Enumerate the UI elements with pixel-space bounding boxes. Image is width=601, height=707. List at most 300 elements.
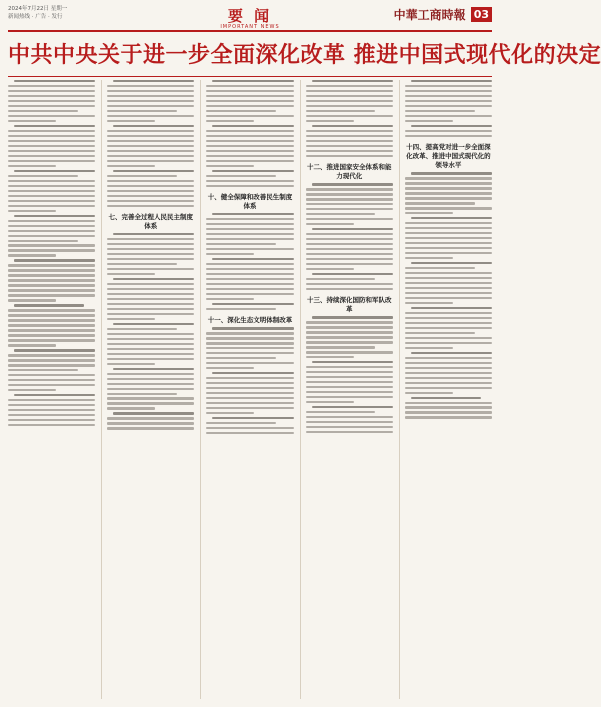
text-line [306,90,393,92]
text-line [306,283,393,285]
text-line [206,347,293,349]
article-column-5 [399,80,492,699]
section-heading: 十、健全保障和改善民生制度体系 [207,193,293,211]
text-line [8,389,56,391]
text-line [405,282,492,284]
text-line [405,110,475,112]
text-line [8,374,95,376]
text-line [312,273,393,275]
text-line [107,180,194,182]
text-line [306,100,393,102]
text-line [212,125,293,127]
text-line [107,388,194,390]
text-line [206,397,293,399]
text-line [212,213,293,215]
text-line [8,359,95,361]
text-line [206,387,293,389]
text-line [8,165,56,167]
text-line [8,419,95,421]
text-line [306,110,376,112]
text-line [8,334,95,336]
text-line [107,397,194,399]
text-line [206,337,293,339]
text-line [107,205,194,207]
text-line [107,338,194,340]
text-line [107,378,194,380]
text-line [405,406,492,408]
text-line [212,170,293,172]
text-line [206,308,276,310]
text-line [206,298,254,300]
text-line [306,130,393,132]
text-line [8,130,95,132]
text-line [306,213,376,215]
text-line [107,348,194,350]
text-line [206,332,293,334]
text-line [107,150,194,152]
text-line [306,105,393,107]
text-line [405,95,492,97]
text-line [8,200,95,202]
text-line [107,120,155,122]
text-line [8,95,95,97]
text-line [113,368,194,370]
text-line [405,207,492,209]
text-line [107,298,194,300]
text-line [107,100,194,102]
text-line [405,222,492,224]
text-line [306,95,393,97]
text-line [107,288,194,290]
text-line [8,399,95,401]
text-line [8,279,95,281]
text-line [405,372,492,374]
text-line [206,268,293,270]
text-line [206,160,293,162]
text-line [405,85,492,87]
text-line [14,394,95,396]
text-line [212,417,293,419]
section-name-en: IMPORTANT NEWS [220,24,280,30]
text-line [405,212,453,214]
text-line [405,257,453,259]
text-line [206,382,293,384]
text-line [405,105,492,107]
text-line [8,324,95,326]
text-line [8,384,95,386]
text-line [306,238,393,240]
text-line [405,411,492,413]
paper-name: 中華工商時報 [393,8,466,22]
text-line [8,284,95,286]
text-line [8,294,95,296]
text-line [405,332,475,334]
text-line [405,302,453,304]
text-line [306,150,393,152]
text-line [206,432,293,434]
text-line [8,289,95,291]
text-line [206,155,293,157]
text-line [107,190,194,192]
text-line [206,105,293,107]
text-line [206,362,293,364]
text-line [206,228,293,230]
text-line [306,258,393,260]
section-name: 要 闻 [227,7,273,25]
text-line [405,382,492,384]
text-line [107,393,177,395]
text-line [411,80,492,82]
text-line [206,402,293,404]
section-heading: 十三、持续深化国防和军队改革 [306,296,392,314]
section-heading: 七、完善全过程人民民主制度体系 [108,213,194,230]
text-line [306,351,393,353]
section-heading: 十一、深化生态文明体制改革 [207,316,293,325]
text-line [107,343,194,345]
text-line [8,110,78,112]
text-line [8,344,56,346]
text-line [8,180,95,182]
text-line [212,303,293,305]
text-line [306,321,393,323]
text-line [107,383,194,385]
text-line [206,95,293,97]
text-line [8,135,95,137]
text-line [405,312,492,314]
text-line [306,85,393,87]
text-line [8,190,95,192]
text-line [107,363,155,365]
text-line [206,283,293,285]
text-line [8,235,95,237]
text-line [107,90,194,92]
text-line [107,105,194,107]
text-line [113,170,194,172]
text-line [8,85,95,87]
text-line [312,361,393,363]
text-line [206,233,293,235]
masthead [8,4,492,32]
text-line [312,125,393,127]
text-line [405,347,453,349]
text-line [306,253,393,255]
text-line [405,130,492,132]
text-line [113,323,194,325]
text-line [411,262,492,264]
text-line [405,237,492,239]
text-line [306,135,393,137]
text-line [107,402,194,404]
text-line [8,244,95,246]
text-line [8,299,56,301]
contact-line: 新闻热线 · 广告 · 发行 [8,14,63,20]
text-line [306,223,354,225]
text-line [306,115,393,117]
paper-brand [394,6,492,23]
section-heading: 十二、推进国家安全体系和能力现代化 [306,163,392,181]
text-line [306,401,354,403]
text-line [306,381,393,383]
text-line [8,150,95,152]
text-line [8,329,95,331]
text-line [8,254,56,256]
text-line [107,95,194,97]
text-line [206,392,293,394]
text-line [306,218,393,220]
text-line [306,356,354,358]
text-line [306,233,393,235]
text-line [206,115,293,117]
text-line [206,238,293,240]
text-line [8,274,95,276]
text-line [405,387,492,389]
text-line [306,421,393,423]
text-line [306,376,393,378]
text-line [306,431,393,433]
text-line [306,188,393,190]
text-line [405,367,492,369]
text-line [306,326,393,328]
article-column-1 [8,80,95,699]
text-line [8,414,95,416]
text-line [113,412,194,414]
text-line [405,402,492,404]
text-line [8,160,95,162]
text-line [405,416,492,418]
text-line [206,175,276,177]
text-line [8,210,56,212]
text-line [8,90,95,92]
text-line [8,339,95,341]
text-line [306,140,393,142]
text-line [306,396,393,398]
text-line [107,268,194,270]
text-line [405,327,492,329]
text-line [206,100,293,102]
text-line [8,195,95,197]
text-line [306,193,393,195]
text-line [306,366,393,368]
text-line [8,369,78,371]
text-line [107,417,194,419]
text-line [306,120,354,122]
text-line [411,172,492,174]
text-line [405,337,492,339]
text-line [8,120,56,122]
text-line [206,377,293,379]
article-headline: 中共中央关于进一步全面深化改革 推进中国式现代化的决定 [8,42,601,68]
text-line [405,120,453,122]
text-line [107,353,194,355]
text-line [411,217,492,219]
text-line [206,243,276,245]
text-line [206,342,293,344]
text-line [405,292,492,294]
page-number: 03 [471,7,492,22]
text-line [206,223,293,225]
text-line [411,352,492,354]
text-line [107,318,155,320]
text-line [8,100,95,102]
text-line [8,230,95,232]
text-line [113,233,194,235]
text-line [411,307,492,309]
text-line [206,110,276,112]
text-line [107,253,194,255]
text-line [107,422,194,424]
text-line [306,371,393,373]
text-line [306,426,393,428]
text-line [107,165,155,167]
text-line [14,215,95,217]
text-line [405,232,492,234]
text-line [405,242,492,244]
text-line [107,358,194,360]
text-line [8,424,95,426]
text-line [405,192,492,194]
text-line [405,100,492,102]
text-line [405,297,492,299]
text-line [206,180,293,182]
text-line [14,125,95,127]
text-line [206,273,293,275]
text-line [405,177,492,179]
text-line [107,160,194,162]
text-line [411,397,481,399]
text-line [206,288,293,290]
text-line [14,349,95,351]
text-line [206,120,254,122]
text-line [107,373,194,375]
text-line [206,367,254,369]
text-line [206,253,254,255]
text-line [107,283,194,285]
text-line [306,203,393,205]
text-line [107,333,194,335]
text-line [113,80,194,82]
text-line [405,362,492,364]
text-line [405,187,492,189]
text-line [107,135,194,137]
text-line [206,140,293,142]
text-line [405,277,492,279]
text-line [107,85,194,87]
article-column-3 [200,80,293,699]
text-line [8,145,95,147]
text-line [14,304,84,306]
section-heading: 十四、提高党对进一步全面深化改革、推进中国式现代化的领导水平 [406,143,491,170]
text-line [306,208,393,210]
text-line [405,377,492,379]
text-line [107,195,194,197]
text-line [8,409,95,411]
text-line [107,140,194,142]
text-line [411,125,492,127]
text-line [206,185,293,187]
text-line [306,198,393,200]
text-line [306,278,376,280]
text-line [306,263,393,265]
text-line [107,263,177,265]
text-line [405,90,492,92]
text-line [107,303,194,305]
text-line [113,278,194,280]
text-line [8,249,95,251]
issue-date: 2024年7月22日 星期一 [8,6,68,12]
text-line [14,259,95,261]
text-line [206,412,254,414]
text-line [107,238,194,240]
text-line [107,293,194,295]
text-line [306,386,393,388]
text-line [306,416,393,418]
text-line [306,145,393,147]
text-line [405,322,492,324]
text-line [8,175,78,177]
text-line [306,155,393,157]
text-line [8,269,95,271]
text-line [206,278,293,280]
text-line [8,220,95,222]
text-line [8,379,95,381]
text-line [206,293,293,295]
text-line [312,183,393,185]
text-line [206,130,293,132]
text-line [107,427,194,429]
text-line [107,130,194,132]
text-line [306,391,393,393]
text-line [107,145,194,147]
text-line [212,327,293,329]
text-line [206,150,293,152]
article-column-2 [101,80,194,699]
article-body [8,80,492,699]
text-line [405,357,492,359]
text-line [405,267,475,269]
text-line [107,273,155,275]
text-line [206,263,293,265]
text-line [405,202,475,204]
text-line [405,392,453,394]
text-line [206,218,293,220]
text-line [8,364,95,366]
text-line [212,258,293,260]
text-line [14,80,95,82]
text-line [405,342,492,344]
text-line [212,372,293,374]
text-line [8,140,95,142]
text-line [8,404,95,406]
text-line [14,170,95,172]
text-line [8,225,95,227]
text-line [206,85,293,87]
text-line [107,313,194,315]
text-line [405,247,492,249]
text-line [8,240,78,242]
text-line [107,328,177,330]
text-line [107,407,155,409]
text-line [107,258,194,260]
text-line [113,125,194,127]
text-line [306,346,376,348]
text-line [8,314,95,316]
text-line [306,243,393,245]
text-line [405,182,492,184]
text-line [306,341,393,343]
text-line [8,319,95,321]
text-line [206,427,293,429]
text-line [8,155,95,157]
